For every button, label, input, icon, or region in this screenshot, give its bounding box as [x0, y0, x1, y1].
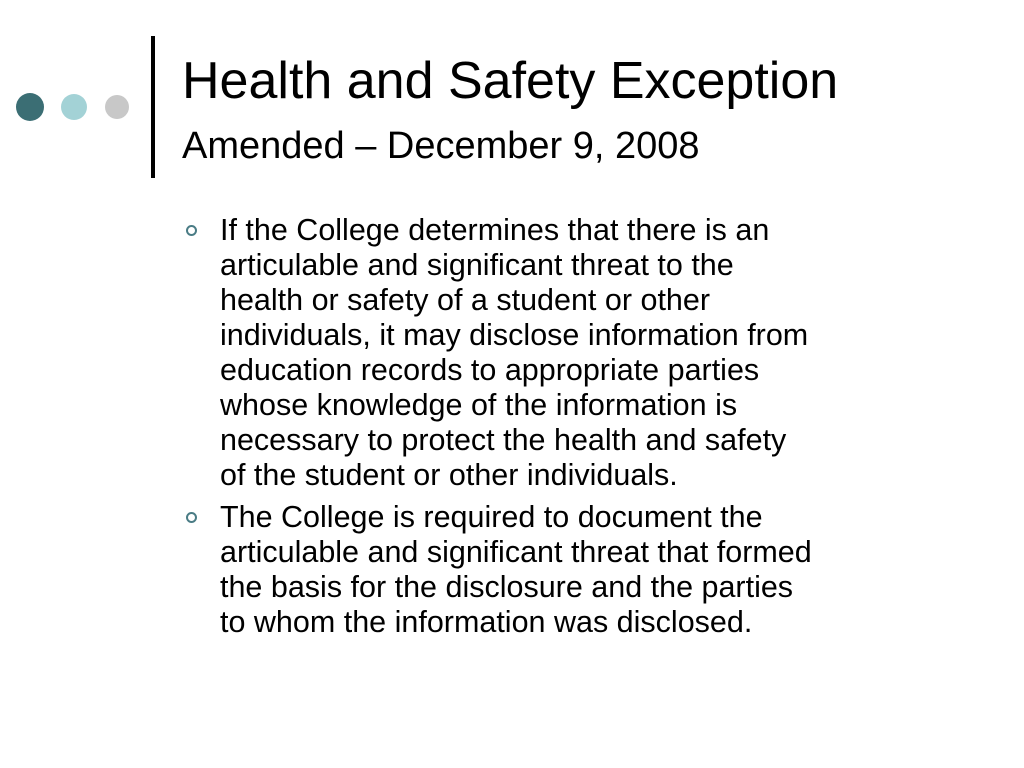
slide-subtitle: Amended – December 9, 2008	[182, 125, 700, 167]
bullet-line: The College is required to document the	[220, 500, 763, 534]
ring-bullet-icon	[186, 225, 197, 236]
bullet-line: articulable and significant threat to the	[220, 248, 734, 282]
dot-gray	[105, 95, 129, 119]
bullet-list	[220, 213, 950, 647]
bullet-line: individuals, it may disclose information from	[220, 318, 809, 352]
dot-dark-teal	[16, 93, 44, 121]
ring-bullet-icon	[186, 512, 197, 523]
slide-title: Health and Safety Exception	[182, 52, 839, 110]
bullet-line: of the student or other individuals.	[220, 458, 678, 492]
bullet-item	[220, 500, 950, 640]
title-divider	[151, 36, 155, 178]
bullet-line: necessary to protect the health and safety	[220, 423, 787, 457]
bullet-line: health or safety of a student or other	[220, 283, 710, 317]
bullet-line: whose knowledge of the information is	[220, 388, 738, 422]
bullet-line: the basis for the disclosure and the parties	[220, 570, 794, 604]
bullet-line: to whom the information was disclosed.	[220, 605, 753, 639]
bullet-item	[220, 213, 950, 493]
decorative-dots	[16, 93, 134, 121]
bullet-line: education records to appropriate parties	[220, 353, 760, 387]
bullet-line: articulable and significant threat that formed	[220, 535, 812, 569]
dot-light-teal	[61, 94, 87, 120]
bullet-line: If the College determines that there is an	[220, 213, 770, 247]
